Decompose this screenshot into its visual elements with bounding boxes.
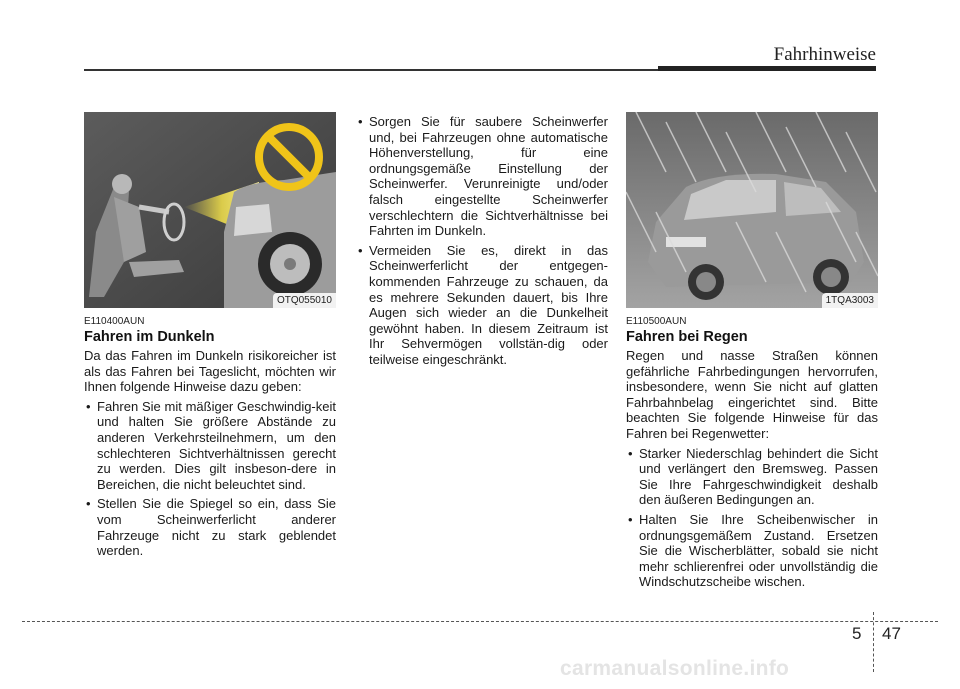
header-rule xyxy=(84,69,658,71)
header-title: Fahrhinweise xyxy=(773,44,876,65)
page-number: 47 xyxy=(882,624,901,643)
night-driving-figure xyxy=(84,112,336,308)
section-code: E110400AUN xyxy=(84,316,145,327)
chapter-number: 5 xyxy=(852,624,862,643)
watermark: carmanualsonline.info xyxy=(560,657,790,680)
bullet-list xyxy=(84,399,336,559)
dazzled-driver-no-sign-illustration xyxy=(84,112,336,308)
figure-code: OTQ055010 xyxy=(273,293,336,308)
intro-paragraph: Regen und nasse Straßen können gefährliche Fahrbedingungen hervorrufen, insbesondere, wenn Sie nicht auf glatten Fahrbahnbelag eingerichtet sind. Bitte beachten Sie folgende Hinweise für das Fahren bei Regenwetter: xyxy=(626,348,878,441)
list-item: • Fahren Sie mit mäßiger Geschwindig-keit und halten Sie größere Abstände zu anderen Verkehrsteilnehmern, um den schlechteren Sichtverhältnissen gerecht zu werden. Dies gilt insbeson-dere in Bereichen, die nicht beleuchtet sind. xyxy=(84,399,336,493)
header-rule-accent xyxy=(658,66,876,71)
intro-paragraph: Da das Fahren im Dunkeln risikoreicher ist als das Fahren bei Tageslicht, möchten wir Ihnen folgende Hinweise dazu geben: xyxy=(84,348,336,395)
list-item: • Vermeiden Sie es, direkt in das Scheinwerferlicht der entgegen-kommenden Fahrzeuge zu schauen, da es mehrere Sekunden dauert, bis Ihre Augen sich wieder an die Dunkelheit gewöhnt haben. In diesem Zeitraum ist Ihr Sehvermögen vollstän-dig oder teilweise eingeschränkt. xyxy=(356,243,608,368)
section-title: Fahren im Dunkeln xyxy=(84,329,215,345)
right-column xyxy=(626,112,878,594)
section-code: E110500AUN xyxy=(626,316,687,327)
bullet-list xyxy=(626,446,878,590)
section-title: Fahren bei Regen xyxy=(626,329,748,345)
footer-rule xyxy=(22,621,938,622)
page-number-separator xyxy=(873,612,874,672)
list-item: • Sorgen Sie für saubere Scheinwerfer und, bei Fahrzeugen ohne automatische Höhenverstellung, für eine ordnungsgemäße Einstellung der Scheinwerfer. Verunreinigte und/oder falsch eingestellte Scheinwerfer verschlechtern die Sichtverhältnisse bei Fahrten im Dunkeln. xyxy=(356,114,608,239)
car-in-rain-illustration xyxy=(626,112,878,308)
rain-driving-figure xyxy=(626,112,878,308)
middle-column xyxy=(356,110,608,372)
list-item: • Halten Sie Ihre Scheibenwischer in ordnungsgemäßem Zustand. Ersetzen Sie die Wischerblätter, sobald sie nicht mehr schlierenfrei oder unvollständig die Windschutzscheibe wischen. xyxy=(626,512,878,590)
list-item: • Starker Niederschlag behindert die Sicht und verlängert den Bremsweg. Passen Sie Ihre Fahrgeschwindigkeit deshalb den äußeren Bedingungen an. xyxy=(626,446,878,508)
list-item: • Stellen Sie die Spiegel so ein, dass Sie vom Scheinwerferlicht anderer Fahrzeuge nicht zu stark geblendet werden. xyxy=(84,496,336,558)
bullet-list xyxy=(356,114,608,368)
left-column xyxy=(84,112,336,563)
figure-code: 1TQA3003 xyxy=(822,293,878,308)
